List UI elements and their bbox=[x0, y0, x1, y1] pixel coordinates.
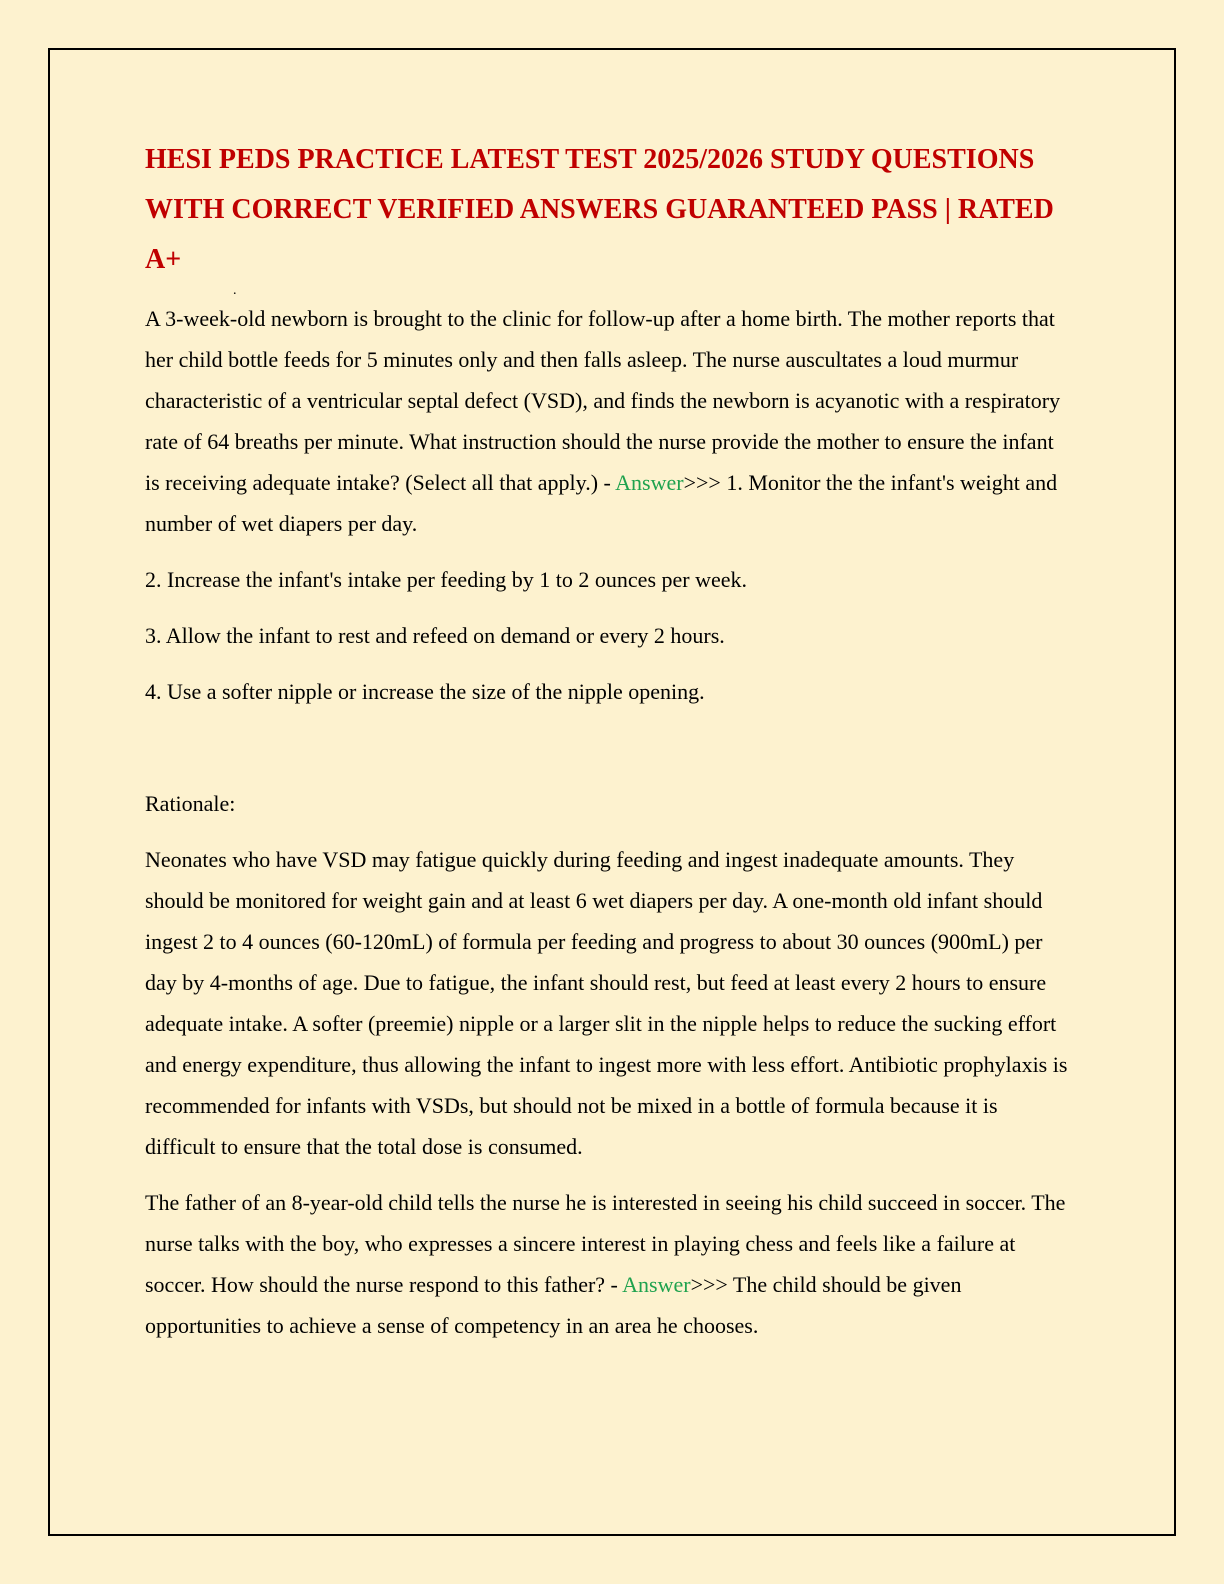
stray-period-mark: . bbox=[233, 283, 237, 298]
question2-answer-text: >>> The child should be given opportunities to achieve a sense of competency in an area he chooses. bbox=[145, 1272, 962, 1338]
answer-keyword: Answer bbox=[615, 470, 684, 495]
document-title: HESI PEDS PRACTICE LATEST TEST 2025/2026 STUDY QUESTIONS WITH CORRECT VERIFIED ANSWERS GUARANTEED PASS | RATED A+ bbox=[145, 144, 1054, 275]
blank-line bbox=[145, 727, 1071, 768]
answer-option-3: 3. Allow the infant to rest and refeed on demand or every 2 hours. bbox=[145, 623, 725, 648]
question2-paragraph bbox=[145, 1182, 1071, 1346]
rationale-paragraph: Neonates who have VSD may fatigue quickly during feeding and ingest inadequate amounts. They should be monitored for weight gain and at least 6 wet diapers per day. A one-month old infant should ingest 2 to 4 ounces (60-120mL) of formula per feeding and progress to about 30 ounces (900mL) per day by 4-months of age. Due to fatigue, the infant should rest, but feed at least every 2 hours to ensure adequate intake. A softer (preemie) nipple or a larger slit in the nipple helps to reduce the sucking effort and energy expenditure, thus allowing the infant to ingest more with less effort. Antibiotic prophylaxis is recommended for infants with VSDs, but should not be mixed in a bottle of formula because it is difficult to ensure that the total dose is consumed. bbox=[145, 847, 1068, 1159]
document-body bbox=[145, 135, 1071, 1361]
rationale-heading: Rationale: bbox=[145, 791, 236, 816]
question1-paragraph bbox=[145, 298, 1071, 544]
question1-text: A 3-week-old newborn is brought to the clinic for follow-up after a home birth. The mother reports that her child bottle feeds for 5 minutes only and then falls asleep. The nurse auscultates a loud murmur characteristic of a ventricular septal defect (VSD), and finds the newborn is acyanotic with a respiratory rate of 64 breaths per minute. What instruction should the nurse provide the mother to ensure the infant is receiving adequate intake? (Select all that apply.) - bbox=[145, 306, 1061, 495]
answer-option-2: 2. Increase the infant's intake per feeding by 1 to 2 ounces per week. bbox=[145, 567, 748, 592]
question1-answer-text: >>> 1. Monitor the the infant's weight and number of wet diapers per day. bbox=[145, 470, 1058, 536]
answer-keyword: Answer bbox=[622, 1272, 691, 1297]
question2-text: The father of an 8-year-old child tells the nurse he is interested in seeing his child succeed in soccer. The nurse talks with the boy, who expresses a sincere interest in playing chess and feels like a failure at soccer. How should the nurse respond to this father? - bbox=[145, 1190, 1066, 1297]
answer-option-4: 4. Use a softer nipple or increase the size of the nipple opening. bbox=[145, 679, 705, 704]
